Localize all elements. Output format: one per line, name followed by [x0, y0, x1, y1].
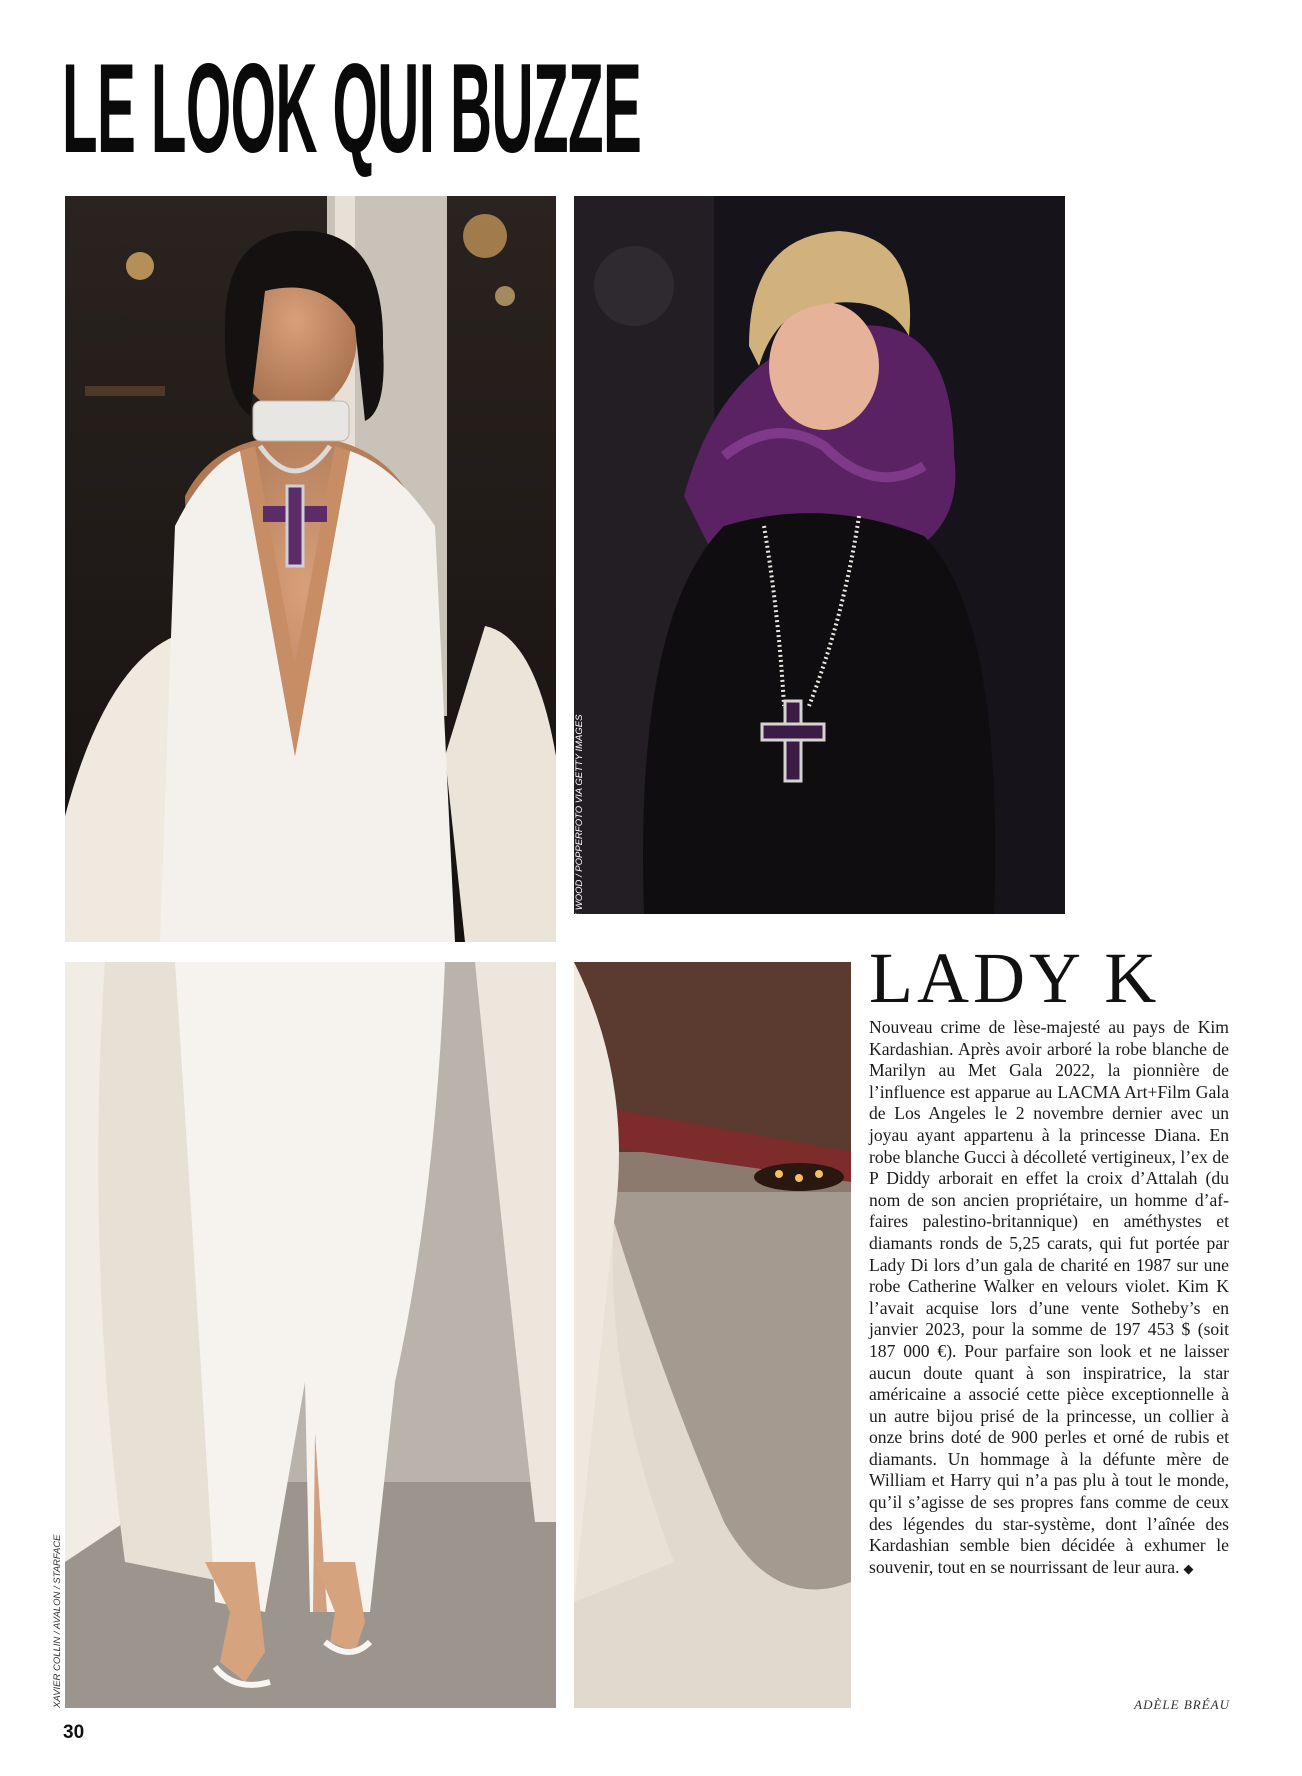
carpet-illustration — [574, 962, 851, 1708]
photo-red-carpet — [574, 962, 851, 1708]
kim-bottom-illustration — [65, 962, 556, 1708]
page-number: 30 — [63, 1722, 85, 1743]
photo-diana — [574, 196, 1065, 914]
article-byline: ADÈLE BRÉAU — [1134, 1697, 1230, 1712]
photo-kim-top — [65, 196, 556, 942]
article-body — [869, 1017, 1229, 1580]
end-mark-icon: ◆ — [1183, 1561, 1194, 1577]
diana-illustration — [574, 196, 1065, 914]
photo-credit-kim: XAVIER COLLIN / AVALON / STARFACE — [52, 1534, 63, 1708]
photo-credit-diana: STEVE WOOD / POPPERFOTO VIA GETTY IMAGES — [574, 714, 585, 944]
article-text: Nouveau crime de lèse-majesté au pays de Kim Kardashian. Après avoir arboré la robe blanche de Marilyn au Met Gala 2022, la pionnière de l’influence est apparue au LACMA Art+Film Gala de Los Angeles le 2 novembre dernier avec un joyau ayant appartenu à la princesse Diana. En robe blanche Gucci à décolleté vertigineux, l’ex de P Diddy arborait en effet la croix d’Attalah (du nom de son ancien propriétaire, un homme d’affaires palestino-britannique) en améthystes et diamants ronds de 5,25 carats, qui fut portée par Lady Di lors d’un gala de charité en 1987 sur une robe Catherine Walker en velours violet. Kim K l’avait acquise lors d’une vente Sotheby’s en janvier 2023, pour la somme de 197 453 $ (soit 187 000 €). Pour parfaire son look et ne laisser aucun doute quant à son inspiratrice, la star américaine a associé cette pièce exceptionnelle à un autre bijou prisé de la princesse, un collier à onze brins doté de 900 perles et orné de rubis et diamants. Un hommage à la défunte mère de William et Harry qui n’a pas plu à tout le monde, qu’il s’agisse de ses propres fans comme de ceux des légendes du star-système, dont l’aînée des Kardashian semble bien décidée à exhumer le souvenir, tout en se nourrissant de leur aura. — [869, 1017, 1229, 1577]
photo-kim-bottom — [65, 962, 556, 1708]
article-title: LADY K — [869, 938, 1161, 1018]
page-header: LE LOOK QUI BUZZE — [62, 38, 642, 181]
kim-top-illustration — [65, 196, 556, 942]
